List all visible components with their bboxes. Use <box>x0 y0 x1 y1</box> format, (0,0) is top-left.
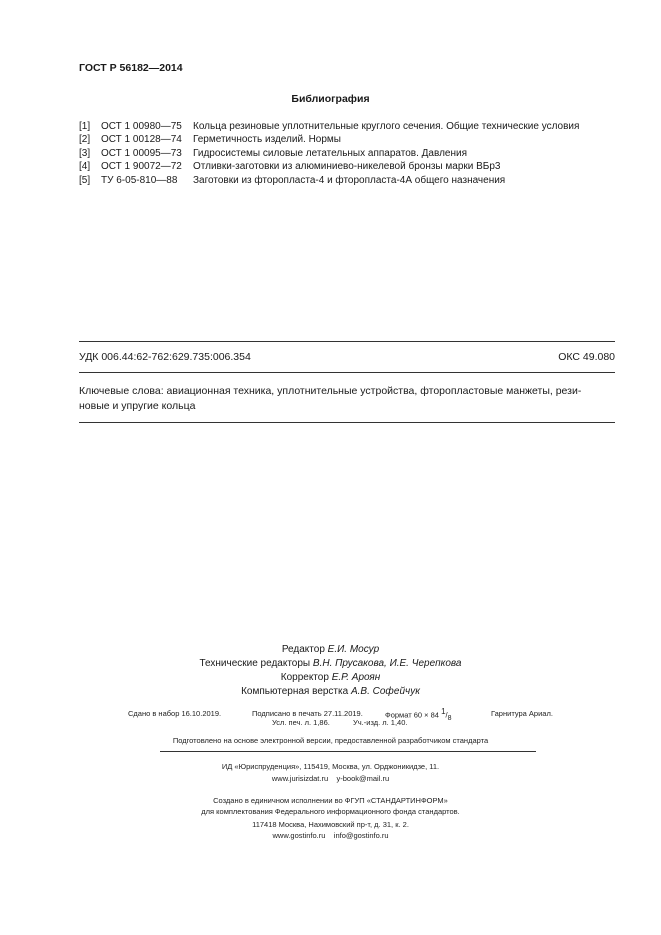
bib-code: ТУ 6-05-810—88 <box>101 175 178 186</box>
producer-email[interactable]: info@gostinfo.ru <box>333 831 389 840</box>
bib-number: [4] <box>79 161 91 172</box>
divider <box>160 751 536 752</box>
bib-description: Заготовки из фторопласта-4 и фторопласта-4А общего назначения <box>193 175 506 186</box>
credit-editor: Редактор Е.И. Мосур <box>281 644 380 655</box>
bib-code: ОСТ 1 00095—73 <box>101 148 182 159</box>
print-prepared-note: Подготовлено на основе электронной версии, предоставленной разработчиком стандарта <box>172 736 489 745</box>
print-format: Формат 60 × 84 $^1/_8$ <box>385 707 452 722</box>
bib-code: ОСТ 1 90072—72 <box>101 161 182 172</box>
bib-number: [1] <box>79 121 91 132</box>
producer-line2: для комплектования Федерального информационного фонда стандартов. <box>201 807 460 816</box>
publisher-email[interactable]: y-book@mail.ru <box>336 774 390 783</box>
publisher-contacts <box>0 774 661 783</box>
bib-number: [3] <box>79 148 91 159</box>
bib-number: [2] <box>79 134 91 145</box>
credits-block <box>0 643 661 699</box>
credit-layout: Компьютерная верстка А.В. Софейчук <box>241 686 420 697</box>
publisher-site[interactable]: www.jurisizdat.ru <box>271 774 329 783</box>
producer-address: 117418 Москва, Нахимовский пр-т, д. 31, к. 2. <box>252 820 409 829</box>
producer-line1: Создано в единичном исполнении во ФГУП «СТАНДАРТИНФОРМ» <box>213 796 448 805</box>
bib-description: Отливки-заготовки из алюминиево-никелевой бронзы марки ВБр3 <box>193 161 501 172</box>
publisher-address: ИД «Юриспруденция», 115419, Москва, ул. Орджоникидзе, 11. <box>221 762 440 771</box>
producer-site[interactable]: www.gostinfo.ru <box>272 831 326 840</box>
bib-code: ОСТ 1 00980—75 <box>101 121 182 132</box>
bib-description: Кольца резиновые уплотнительные круглого сечения. Общие технические условия <box>193 121 580 132</box>
oks-code: ОКС 49.080 <box>558 351 615 363</box>
keywords-line: новые и упругие кольца <box>79 400 196 412</box>
bib-code: ОСТ 1 00128—74 <box>101 134 182 145</box>
bib-number: [5] <box>79 175 91 186</box>
document-code: ГОСТ Р 56182—2014 <box>79 62 183 74</box>
print-font: Гарнитура Ариал. <box>491 709 553 718</box>
print-sheets: Усл. печ. л. 1,86. <box>272 718 330 727</box>
bib-description: Гидросистемы силовые летательных аппаратов. Давления <box>193 148 467 159</box>
producer-contacts <box>0 831 661 840</box>
divider <box>79 422 615 423</box>
bib-description: Герметичность изделий. Нормы <box>193 134 341 145</box>
bibliography-title: Библиография <box>291 93 370 105</box>
print-signed: Подписано в печать 27.11.2019. <box>252 709 363 718</box>
divider <box>79 372 615 373</box>
print-pub-sheets: Уч.-изд. л. 1,40. <box>353 718 408 727</box>
credit-tech-editors: Технические редакторы В.Н. Прусакова, И.Е. Черепкова <box>199 658 462 669</box>
print-submitted: Сдано в набор 16.10.2019. <box>128 709 222 718</box>
keywords-line: Ключевые слова: авиационная техника, уплотнительные устройства, фторопластовые манжеты, рези- <box>79 385 582 397</box>
credit-corrector: Корректор Е.Р. Ароян <box>280 672 381 683</box>
udc-code: УДК 006.44:62-762:629.735:006.354 <box>79 351 251 363</box>
divider <box>79 341 615 342</box>
